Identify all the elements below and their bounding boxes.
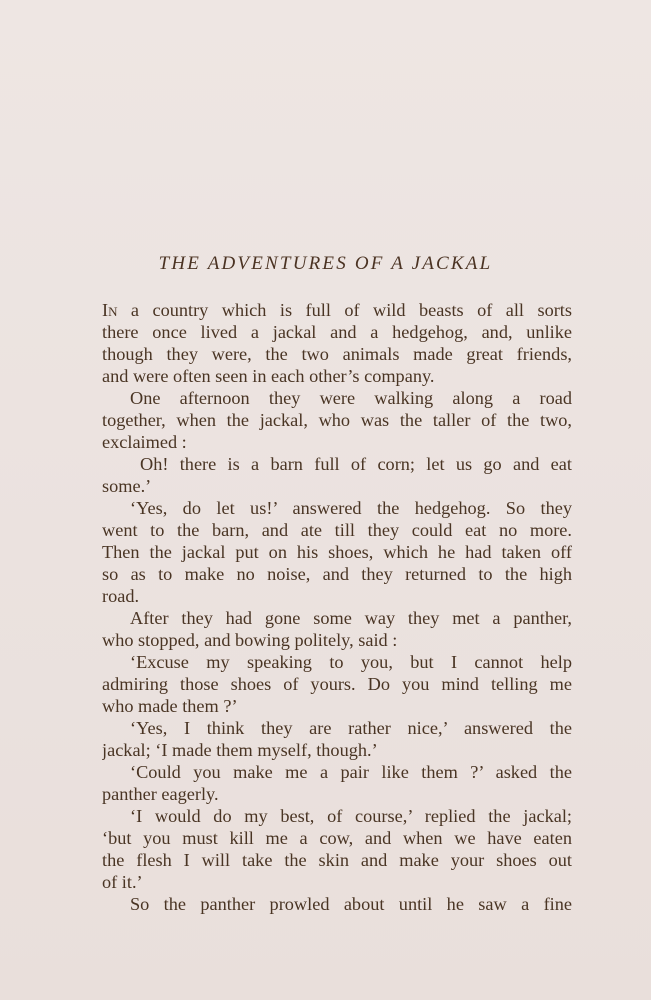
text-line: ‘Yes, do let us!’ answered the hedgehog. So they [130,498,572,518]
text-line: there once lived a jackal and a hedgehog, and, unlike [102,322,572,342]
text-line: After they had gone some way they met a panther, [130,608,572,628]
body-text [102,299,572,915]
text-line: ‘I would do my best, of course,’ replied the jackal; [130,806,572,826]
text-line: One afternoon they were walking along a road [130,388,572,408]
text-line: ‘but you must kill me a cow, and when we have eaten [102,828,572,848]
text-line: jackal; ‘I made them myself, though.’ [102,740,378,760]
text-line: ‘Excuse my speaking to you, but I cannot help [130,652,572,672]
text-line: the flesh I will take the skin and make your shoes out [102,850,572,870]
text-line: admiring those shoes of yours. Do you mind telling me [102,674,572,694]
text-line: So the panther prowled about until he saw a fine [130,894,572,914]
text-line: panther eagerly. [102,784,219,804]
text-line: of it.’ [102,872,143,892]
text-line: In a country which is full of wild beasts of all sorts [102,300,572,320]
chapter-title: THE ADVENTURES OF A JACKAL [158,253,493,274]
text-line: ‘Yes, I think they are rather nice,’ answered the [130,718,572,738]
text-line: together, when the jackal, who was the taller of the two, [102,410,572,430]
text-line: ‘Could you make me a pair like them ?’ asked the [130,762,572,782]
text-line: road. [102,586,140,606]
text-line: who stopped, and bowing politely, said : [102,630,398,650]
text-line: went to the barn, and ate till they could eat no more. [102,520,572,540]
text-line: who made them ?’ [102,696,238,716]
text-line: exclaimed : [102,432,187,452]
text-line: Then the jackal put on his shoes, which he had taken off [102,542,572,562]
text-line: Oh! there is a barn full of corn; let us go and eat [140,454,572,474]
text-line: and were often seen in each other’s company. [102,366,435,386]
text-line: some.’ [102,476,152,496]
text-line: so as to make no noise, and they returned to the high [102,564,572,584]
text-line: though they were, the two animals made great friends, [102,344,572,364]
